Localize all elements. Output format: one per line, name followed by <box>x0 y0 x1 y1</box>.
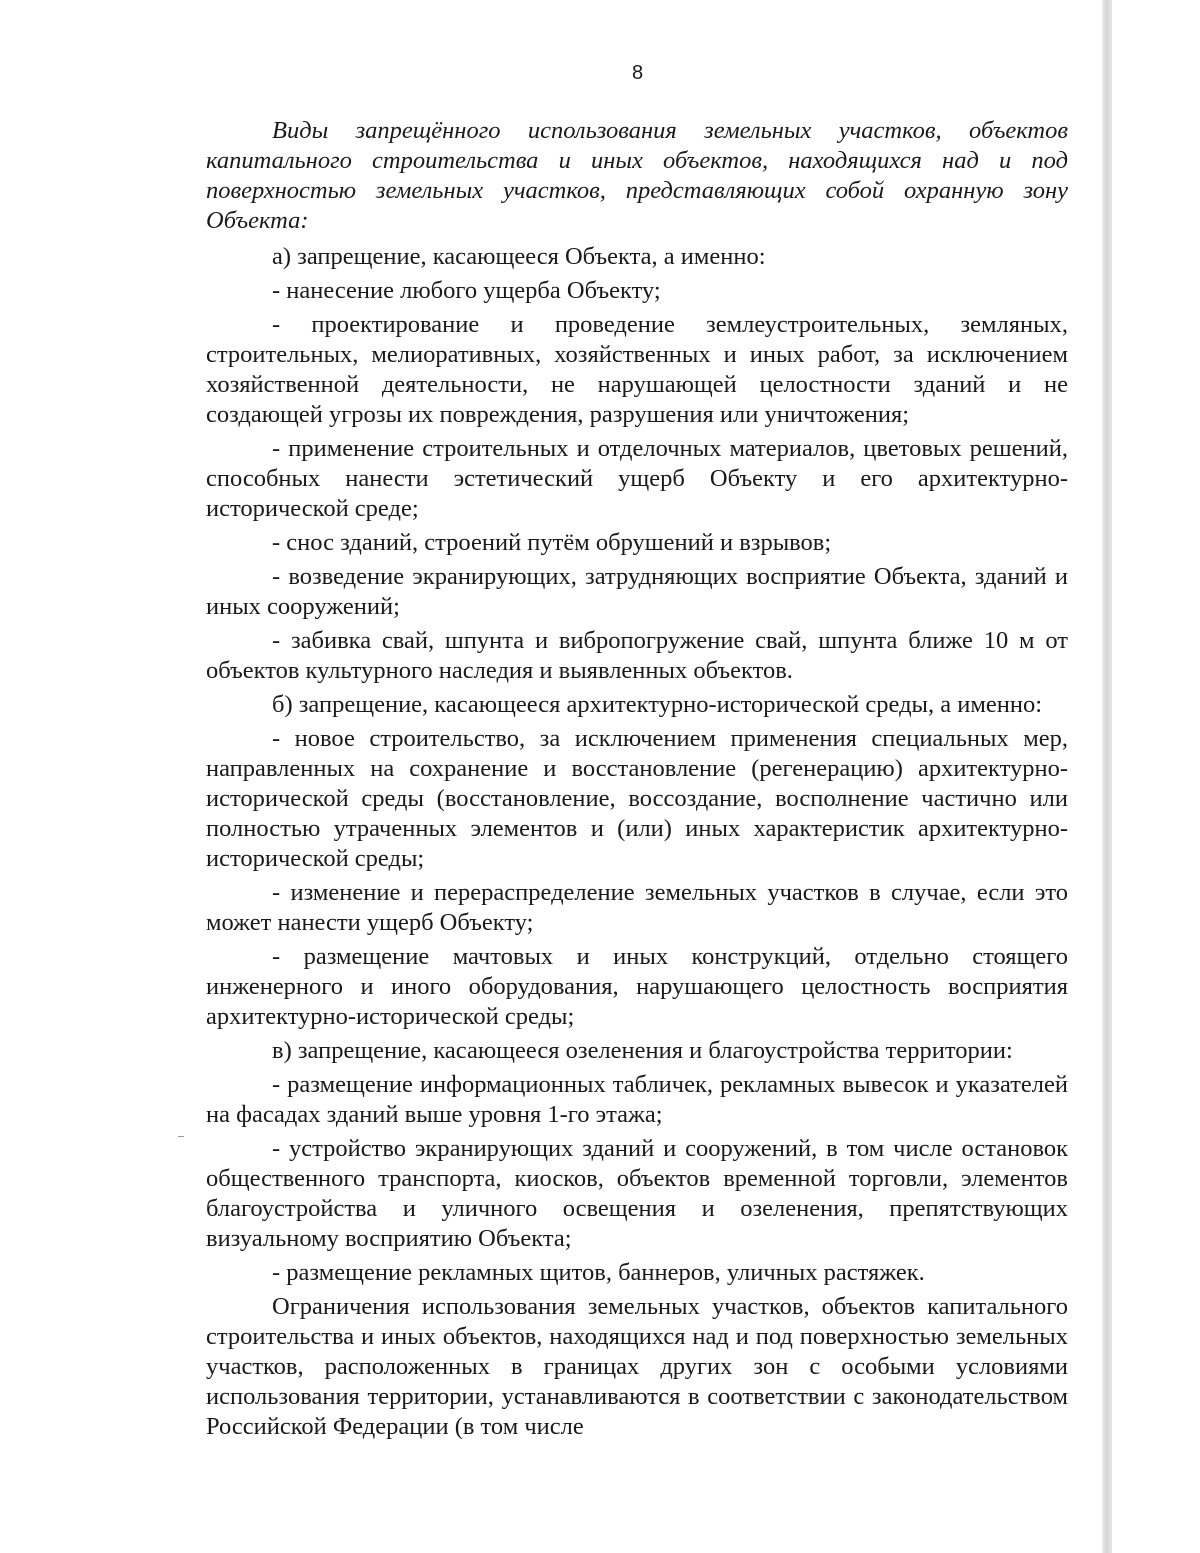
list-item: - новое строительство, за исключением применения специальных мер, направленных на сохранение и восстановление (регенерацию) архитектурно-исторической среды (восстановление, воссоздание, восполнение частично или полностью утраченных элементов и (или) иных характеристик архитектурно-исторической среды; <box>206 725 1068 872</box>
list-item: - нанесение любого ущерба Объекту; <box>272 277 661 304</box>
paragraph-v-intro: в) запрещение, касающееся озеленения и благоустройства территории: <box>272 1037 1013 1064</box>
paragraph-b-intro: б) запрещение, касающееся архитектурно-исторической среды, а именно: <box>272 691 1043 718</box>
list-item: - забивка свай, шпунта и вибропогружение свай, шпунта ближе 10 м от объектов культурного наследия и выявленных объектов. <box>206 627 1068 684</box>
document-body <box>206 116 1068 1442</box>
scan-page-edge <box>1102 0 1112 1553</box>
list-item: - возведение экранирующих, затрудняющих восприятие Объекта, зданий и иных сооружений; <box>206 563 1068 620</box>
list-item: - размещение рекламных щитов, баннеров, уличных растяжек. <box>272 1259 925 1286</box>
restrictions-paragraph: Ограничения использования земельных участков, объектов капитального строительства и иных объектов, находящихся над и под поверхностью земельных участков, расположенных в границах других зон с особыми условиями использования территории, устанавливаются в соответствии с законодательством Российской Федерации (в том числе <box>206 1293 1068 1440</box>
list-item: - применение строительных и отделочных материалов, цветовых решений, способных нанести эстетический ущерб Объекту и его архитектурно-исторической среде; <box>206 435 1068 522</box>
list-item: - снос зданий, строений путём обрушений и взрывов; <box>272 529 832 556</box>
section-heading: Виды запрещённого использования земельных участков, объектов капитального строительства и иных объектов, находящихся над и под поверхностью земельных участков, представляющих собой охранную зону Объекта: <box>206 117 1068 234</box>
list-item: - размещение информационных табличек, рекламных вывесок и указателей на фасадах зданий выше уровня 1-го этажа; <box>206 1071 1068 1128</box>
page-number: 8 <box>631 62 644 84</box>
list-item: - изменение и перераспределение земельных участков в случае, если это может нанести ущерб Объекту; <box>206 879 1068 936</box>
list-item: - размещение мачтовых и иных конструкций, отдельно стоящего инженерного и иного оборудования, нарушающего целостность восприятия архитектурно-исторической среды; <box>206 943 1068 1030</box>
list-item: - устройство экранирующих зданий и сооружений, в том числе остановок общественного транспорта, киосков, объектов временной торговли, элементов благоустройства и уличного освещения и озеленения, препятствующих визуальному восприятию Объекта; <box>206 1135 1068 1252</box>
scan-margin-mark <box>178 1136 184 1137</box>
list-item: - проектирование и проведение землеустроительных, земляных, строительных, мелиоративных, хозяйственных и иных работ, за исключением хозяйственной деятельности, не нарушающей целостности зданий и не создающей угрозы их повреждения, разрушения или уничтожения; <box>206 311 1068 428</box>
paragraph-a-intro: а) запрещение, касающееся Объекта, а именно: <box>272 243 766 270</box>
